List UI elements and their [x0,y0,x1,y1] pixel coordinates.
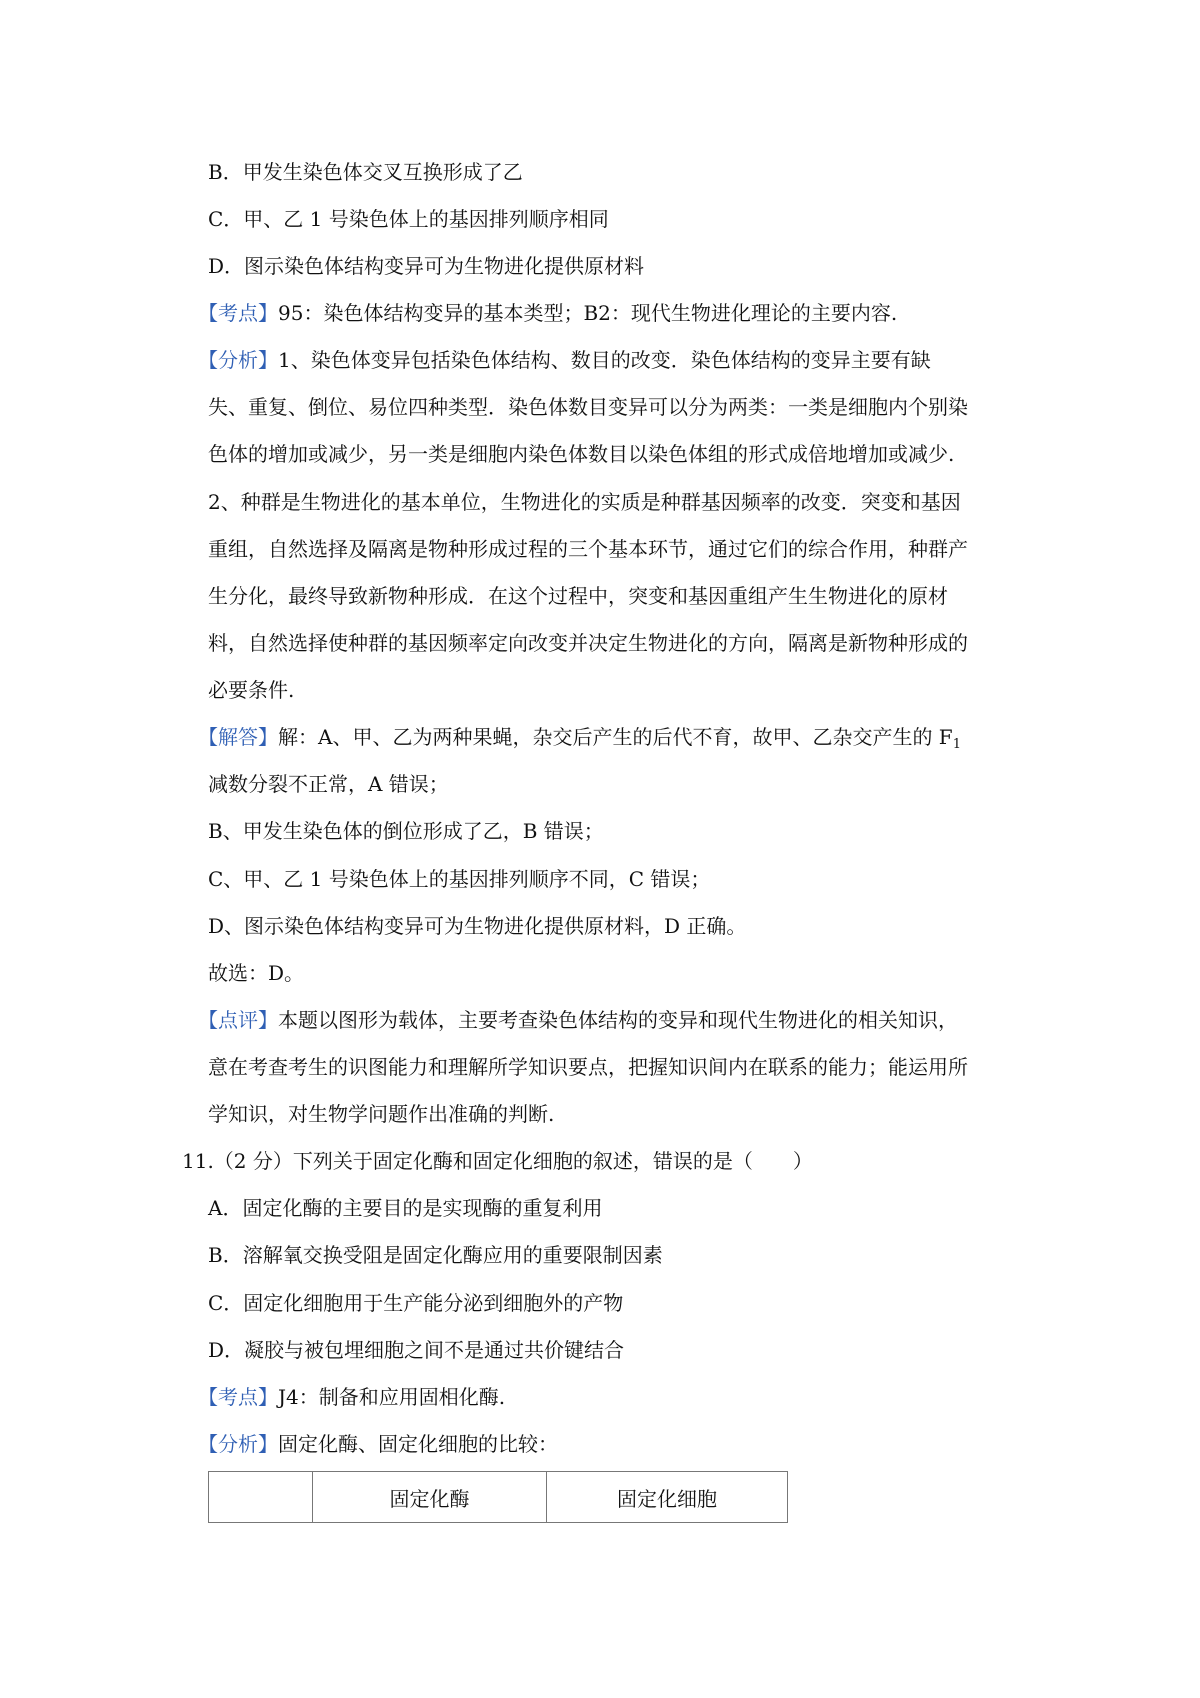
table-header-cell: 固定化细胞 [547,1472,788,1523]
jieda-subscript: 1 [952,737,961,752]
kaodian-tag: 【考点】 [198,1385,278,1409]
fenxi-text: 固定化酶、固定化细胞的比较： [278,1432,558,1456]
q10-fenxi-line: 2、种群是生物进化的基本单位，生物进化的实质是种群基因频率的改变．突变和基因 [208,490,961,514]
q10-jieda-line [198,723,961,751]
q10-jieda-line: C、甲、乙 1 号染色体上的基因排列顺序不同，C 错误； [208,867,711,891]
q10-dianping-line [198,1006,958,1034]
q10-fenxi-line: 料，自然选择使种群的基因频率定向改变并决定生物进化的方向，隔离是新物种形成的 [208,631,968,655]
q10-fenxi-line: 失、重复、倒位、易位四种类型．染色体数目变异可以分为两类：一类是细胞内个别染 [208,395,968,419]
table-header-row [209,1472,788,1523]
q10-option-d: D．图示染色体结构变异可为生物进化提供原材料 [208,254,645,278]
comparison-table [208,1471,788,1523]
fenxi-tag: 【分析】 [198,348,278,372]
kaodian-text: J4：制备和应用固相化酶. [278,1385,506,1409]
q10-jieda-line: D、图示染色体结构变异可为生物进化提供原材料，D 正确。 [208,914,747,938]
q11-stem: 11.（2 分）下列关于固定化酶和固定化细胞的叙述，错误的是（ ） [182,1149,813,1173]
kaodian-text: 95：染色体结构变异的基本类型；B2：现代生物进化理论的主要内容. [278,301,898,325]
q11-kaodian [198,1383,505,1411]
q10-fenxi-line: 必要条件. [208,678,295,702]
q10-fenxi-line: 生分化，最终导致新物种形成．在这个过程中，突变和基因重组产生生物进化的原材 [208,584,948,608]
jieda-text: 解：A、甲、乙为两种果蝇，杂交后产生的后代不育，故甲、乙杂交产生的 F [278,725,953,749]
q10-fenxi-line [198,346,931,374]
q11-option-d: D．凝胶与被包埋细胞之间不是通过共价键结合 [208,1338,625,1362]
dianping-tag: 【点评】 [198,1008,278,1032]
q10-dianping-line: 意在考查考生的识图能力和理解所学知识要点，把握知识间内在联系的能力；能运用所 [208,1055,968,1079]
q11-fenxi [198,1430,558,1458]
q10-dianping-line: 学知识，对生物学问题作出准确的判断. [208,1102,555,1126]
q11-option-c: C．固定化细胞用于生产能分泌到细胞外的产物 [208,1291,624,1315]
dianping-text: 本题以图形为载体，主要考查染色体结构的变异和现代生物进化的相关知识， [278,1008,958,1032]
q10-option-b: B．甲发生染色体交叉互换形成了乙 [208,160,523,184]
q10-kaodian [198,299,897,327]
jieda-tag: 【解答】 [198,725,278,749]
q11-option-b: B．溶解氧交换受阻是固定化酶应用的重要限制因素 [208,1243,663,1267]
q11-option-a: A．固定化酶的主要目的是实现酶的重复利用 [208,1196,603,1220]
table-header-cell [209,1472,313,1523]
table-header-cell: 固定化酶 [313,1472,547,1523]
fenxi-text: 1、染色体变异包括染色体结构、数目的改变．染色体结构的变异主要有缺 [278,348,931,372]
q10-option-c: C．甲、乙 1 号染色体上的基因排列顺序相同 [208,207,609,231]
q10-fenxi-line: 色体的增加或减少，另一类是细胞内染色体数目以染色体组的形式成倍地增加或减少. [208,442,955,466]
kaodian-tag: 【考点】 [198,301,278,325]
q10-jieda-line: 减数分裂不正常，A 错误； [208,772,449,796]
q10-jieda-line: B、甲发生染色体的倒位形成了乙，B 错误； [208,819,604,843]
q10-fenxi-line: 重组，自然选择及隔离是物种形成过程的三个基本环节，通过它们的综合作用，种群产 [208,537,968,561]
q10-jieda-line: 故选：D。 [208,961,305,985]
fenxi-tag: 【分析】 [198,1432,278,1456]
